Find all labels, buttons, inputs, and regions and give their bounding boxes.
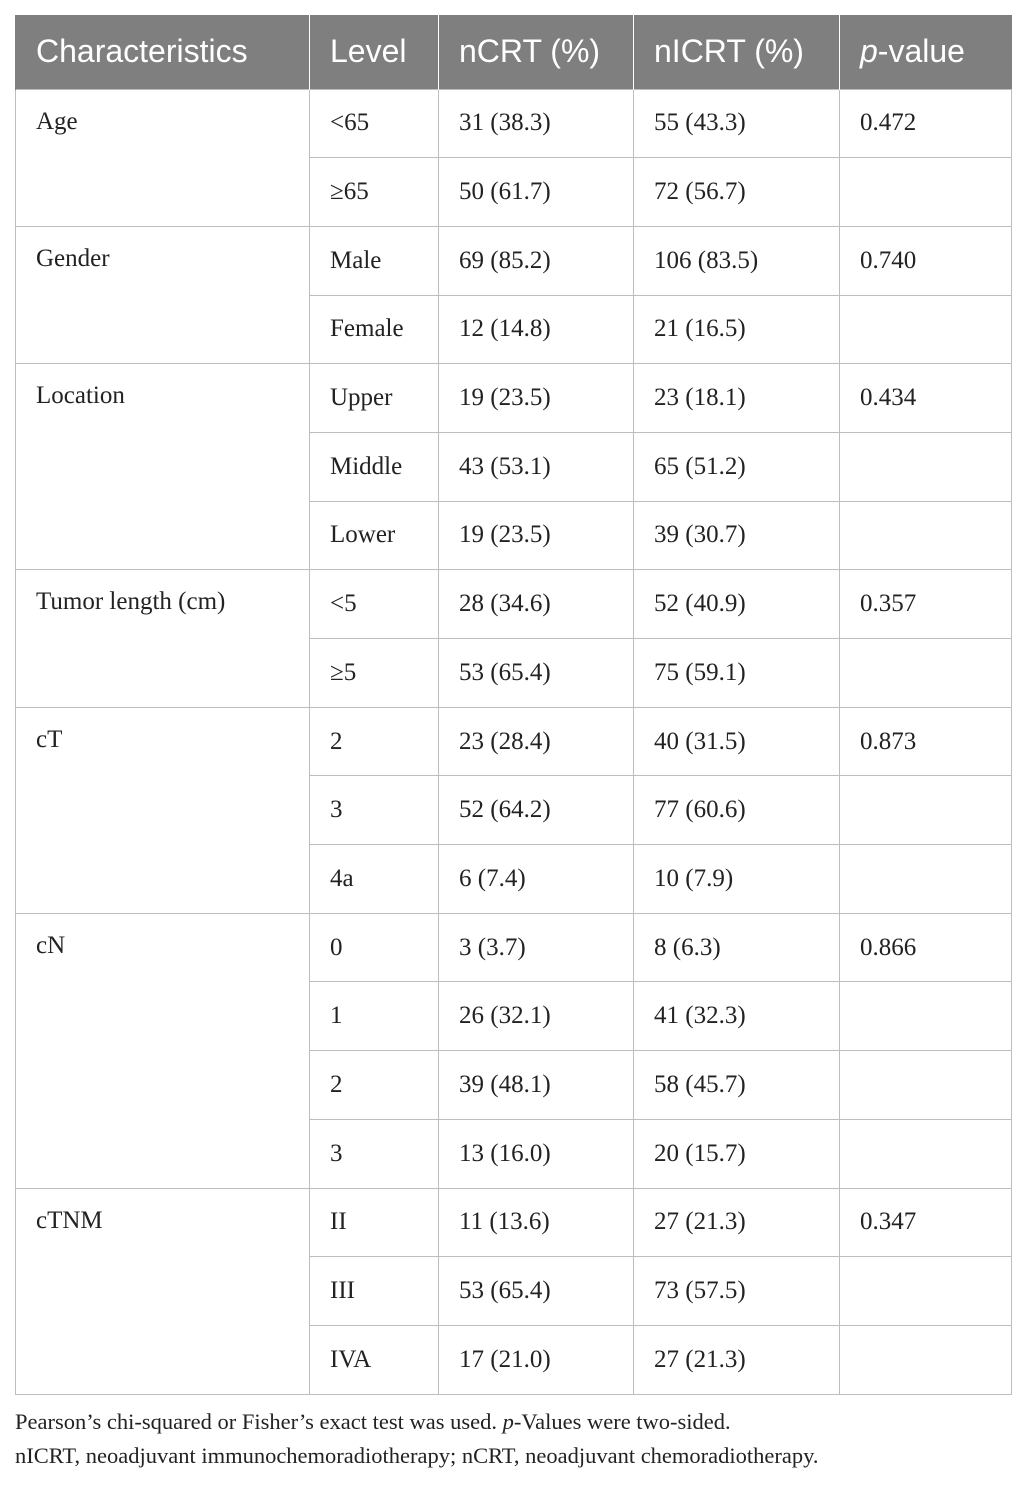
ncrt-cell: 19 (23.5) bbox=[439, 364, 634, 433]
p-value-cell bbox=[840, 1051, 1012, 1120]
ncrt-cell: 53 (65.4) bbox=[439, 639, 634, 708]
level-cell: 3 bbox=[310, 1119, 439, 1188]
ncrt-cell: 12 (14.8) bbox=[439, 295, 634, 364]
p-value-cell: 0.873 bbox=[840, 707, 1012, 776]
nicrt-cell: 106 (83.5) bbox=[634, 226, 840, 295]
nicrt-cell: 65 (51.2) bbox=[634, 432, 840, 501]
nicrt-cell: 73 (57.5) bbox=[634, 1257, 840, 1326]
ncrt-cell: 28 (34.6) bbox=[439, 570, 634, 639]
nicrt-cell: 72 (56.7) bbox=[634, 158, 840, 227]
table-row bbox=[16, 913, 1012, 982]
level-cell: 3 bbox=[310, 776, 439, 845]
header-p-value bbox=[840, 15, 1012, 89]
table-row bbox=[16, 1188, 1012, 1257]
p-value-cell: 0.357 bbox=[840, 570, 1012, 639]
p-value-cell bbox=[840, 982, 1012, 1051]
characteristic-cell: cT bbox=[16, 707, 310, 913]
p-value-cell bbox=[840, 1257, 1012, 1326]
level-cell: 0 bbox=[310, 913, 439, 982]
level-cell: 1 bbox=[310, 982, 439, 1051]
nicrt-cell: 77 (60.6) bbox=[634, 776, 840, 845]
table-header bbox=[16, 15, 1012, 89]
header-level: Level bbox=[310, 15, 439, 89]
ncrt-cell: 19 (23.5) bbox=[439, 501, 634, 570]
p-value-cell bbox=[840, 1325, 1012, 1394]
nicrt-cell: 52 (40.9) bbox=[634, 570, 840, 639]
nicrt-cell: 39 (30.7) bbox=[634, 501, 840, 570]
p-value-cell: 0.347 bbox=[840, 1188, 1012, 1257]
ncrt-cell: 43 (53.1) bbox=[439, 432, 634, 501]
level-cell: III bbox=[310, 1257, 439, 1326]
nicrt-cell: 10 (7.9) bbox=[634, 845, 840, 914]
nicrt-cell: 8 (6.3) bbox=[634, 913, 840, 982]
footnote-line-1: Pearson’s chi-squared or Fisher’s exact test was used. p-Values were two-sided. bbox=[15, 1409, 731, 1434]
ncrt-cell: 69 (85.2) bbox=[439, 226, 634, 295]
characteristic-cell: Age bbox=[16, 89, 310, 226]
header-p-suffix: -value bbox=[877, 33, 965, 70]
level-cell: II bbox=[310, 1188, 439, 1257]
nicrt-cell: 41 (32.3) bbox=[634, 982, 840, 1051]
level-cell: Middle bbox=[310, 432, 439, 501]
p-value-cell bbox=[840, 639, 1012, 708]
level-cell: 2 bbox=[310, 1051, 439, 1120]
p-value-cell bbox=[840, 776, 1012, 845]
level-cell: 4a bbox=[310, 845, 439, 914]
table-row bbox=[16, 89, 1012, 158]
p-value-cell: 0.434 bbox=[840, 364, 1012, 433]
table-row bbox=[16, 570, 1012, 639]
ncrt-cell: 11 (13.6) bbox=[439, 1188, 634, 1257]
ncrt-cell: 50 (61.7) bbox=[439, 158, 634, 227]
level-cell: 2 bbox=[310, 707, 439, 776]
p-value-cell: 0.866 bbox=[840, 913, 1012, 982]
ncrt-cell: 31 (38.3) bbox=[439, 89, 634, 158]
characteristics-table bbox=[15, 15, 1012, 1395]
ncrt-cell: 23 (28.4) bbox=[439, 707, 634, 776]
table-footnote bbox=[15, 1405, 1011, 1473]
level-cell: Lower bbox=[310, 501, 439, 570]
nicrt-cell: 23 (18.1) bbox=[634, 364, 840, 433]
level-cell: <65 bbox=[310, 89, 439, 158]
nicrt-cell: 21 (16.5) bbox=[634, 295, 840, 364]
characteristic-cell: Tumor length (cm) bbox=[16, 570, 310, 707]
ncrt-cell: 17 (21.0) bbox=[439, 1325, 634, 1394]
characteristic-cell: Location bbox=[16, 364, 310, 570]
ncrt-cell: 13 (16.0) bbox=[439, 1119, 634, 1188]
header-p-italic: p bbox=[860, 33, 878, 70]
ncrt-cell: 39 (48.1) bbox=[439, 1051, 634, 1120]
nicrt-cell: 20 (15.7) bbox=[634, 1119, 840, 1188]
level-cell: IVA bbox=[310, 1325, 439, 1394]
table-row bbox=[16, 707, 1012, 776]
characteristic-cell: cN bbox=[16, 913, 310, 1188]
ncrt-cell: 6 (7.4) bbox=[439, 845, 634, 914]
characteristic-cell: cTNM bbox=[16, 1188, 310, 1394]
table-row bbox=[16, 226, 1012, 295]
ncrt-cell: 26 (32.1) bbox=[439, 982, 634, 1051]
ncrt-cell: 3 (3.7) bbox=[439, 913, 634, 982]
header-ncrt: nCRT (%) bbox=[439, 15, 634, 89]
ncrt-cell: 53 (65.4) bbox=[439, 1257, 634, 1326]
p-value-cell bbox=[840, 1119, 1012, 1188]
nicrt-cell: 55 (43.3) bbox=[634, 89, 840, 158]
nicrt-cell: 27 (21.3) bbox=[634, 1188, 840, 1257]
level-cell: Female bbox=[310, 295, 439, 364]
p-value-cell bbox=[840, 501, 1012, 570]
level-cell: ≥65 bbox=[310, 158, 439, 227]
table-body bbox=[16, 89, 1012, 1394]
header-characteristics: Characteristics bbox=[16, 15, 310, 89]
header-nicrt: nICRT (%) bbox=[634, 15, 840, 89]
nicrt-cell: 58 (45.7) bbox=[634, 1051, 840, 1120]
footnote-line-2: nICRT, neoadjuvant immunochemoradiotherapy; nCRT, neoadjuvant chemoradiotherapy. bbox=[15, 1443, 819, 1468]
nicrt-cell: 40 (31.5) bbox=[634, 707, 840, 776]
nicrt-cell: 75 (59.1) bbox=[634, 639, 840, 708]
p-value-cell bbox=[840, 295, 1012, 364]
level-cell: Upper bbox=[310, 364, 439, 433]
p-value-cell bbox=[840, 845, 1012, 914]
p-value-cell bbox=[840, 158, 1012, 227]
level-cell: ≥5 bbox=[310, 639, 439, 708]
characteristic-cell: Gender bbox=[16, 226, 310, 363]
p-value-cell: 0.740 bbox=[840, 226, 1012, 295]
characteristics-table-container bbox=[15, 15, 1011, 1395]
header-row bbox=[16, 15, 1012, 89]
level-cell: Male bbox=[310, 226, 439, 295]
level-cell: <5 bbox=[310, 570, 439, 639]
nicrt-cell: 27 (21.3) bbox=[634, 1325, 840, 1394]
p-value-cell: 0.472 bbox=[840, 89, 1012, 158]
p-value-cell bbox=[840, 432, 1012, 501]
table-row bbox=[16, 364, 1012, 433]
ncrt-cell: 52 (64.2) bbox=[439, 776, 634, 845]
